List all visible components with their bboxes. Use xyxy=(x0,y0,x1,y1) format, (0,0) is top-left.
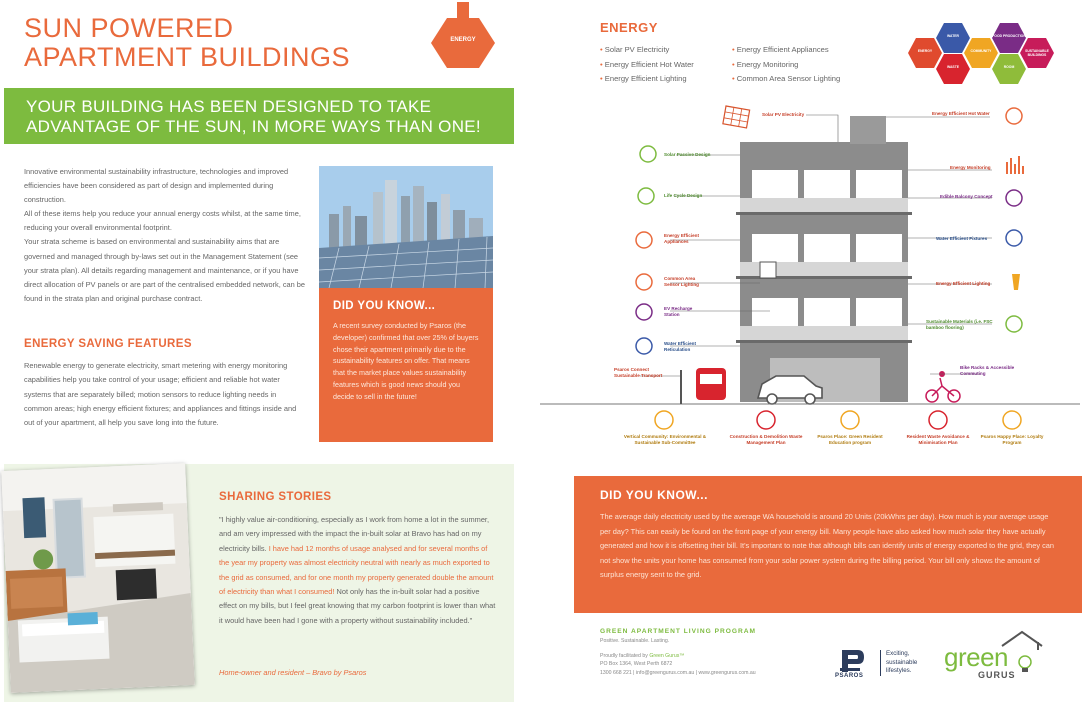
sharing-stories-quote xyxy=(219,513,499,628)
intro-paragraph: All of these items help you reduce your annual energy costs whilst, at the same time, reducing your overall environmental footprint. xyxy=(24,209,301,233)
apartment-interior-photo xyxy=(1,463,195,693)
building-sustainability-diagram xyxy=(540,98,1080,470)
sustainability-hex-cluster xyxy=(906,20,1066,90)
label-life-cycle: Life Cycle Design xyxy=(664,193,703,198)
quote-part: Not only has the in-built solar had a positive effect on my bills, but I feel great knowing that my carbon footprint is lower than what it would have been had I gone with a property without sustainability included." xyxy=(219,587,496,625)
label-efficient-lighting: Energy Efficient Lighting xyxy=(936,281,991,286)
city-skyline-photo xyxy=(319,166,493,288)
label-monitoring: Energy Monitoring xyxy=(950,165,991,170)
label-fixtures: Water Efficient Fixtures xyxy=(936,236,988,241)
energy-saving-title: ENERGY SAVING FEATURES xyxy=(24,338,192,350)
program-label: Resident Waste Avoidance & Minimisation Plan xyxy=(906,434,970,445)
label-reticulation: Water Efficient Reticulation xyxy=(664,341,696,352)
contact-info xyxy=(600,652,840,677)
energy-list-col-1 xyxy=(600,43,694,87)
tagline-line: sustainable xyxy=(886,658,918,666)
intro-paragraph: Your strata scheme is based on environmental and sustainability aims that are governed and managed through by-laws set out in the Management Statement (see your strata plan). All details regarding management and maintenance, or if you have direct allocation of PV panels or are part of the centralised embedded network, can be found in the strata plan and original purchase contract. xyxy=(24,237,306,303)
program-label: Psaros Happy Place: Loyalty Program xyxy=(980,434,1044,445)
did-you-know-title: DID YOU KNOW... xyxy=(333,300,436,312)
hex-label: ENERGY xyxy=(917,49,933,53)
label-bike-racks: Bike Racks & Accessible Commuting xyxy=(960,365,1015,376)
energy-section-title: ENERGY xyxy=(600,20,658,35)
energy-tag-hexagon xyxy=(431,18,495,68)
headline-banner xyxy=(4,88,514,144)
facilitator-name: Green Gurus™ xyxy=(649,653,685,659)
label-balcony: Edible Balcony Concept xyxy=(940,194,993,199)
logo-green-word: green xyxy=(944,642,1008,672)
banner-line-1: YOUR BUILDING HAS BEEN DESIGNED TO TAKE xyxy=(26,97,432,116)
label-solar-pv: Solar PV Electricity xyxy=(762,112,805,117)
quote-highlight: I have had 12 months of usage analysed and for several months of the year my property was almost electricity neutral with nearly as much exported to the grid as consumed, and for one month my property generated double the amount of electricity than what I consumed! xyxy=(219,543,494,597)
energy-tag-label: ENERGY xyxy=(450,37,476,43)
did-you-know-text: The average daily electricity used by the average WA household is around 20 Units (20kWhrs per day). How much is your average usage per day? This can easily be found on the front page of your energy bill. Many people have also asked how much solar they have actually generated and how it is offsetting their bill. It's important to note that although bills can identify units of energy exported to the grid, they can not show the units your home has consumed from your solar power system during the billing period. Your bill only shows the amount of surplus energy sent to the grid. xyxy=(600,512,1055,580)
page-title xyxy=(24,14,404,72)
label-hot-water: Energy Efficient Hot Water xyxy=(932,111,990,116)
label-passive-design: Solar Passive Design xyxy=(664,152,711,157)
energy-list-item: • Solar PV Electricity xyxy=(600,43,694,58)
address: PO Box 1364, West Perth 6872 xyxy=(600,661,673,668)
label-sensor-lighting: Common Area Sensor Lighting xyxy=(664,276,699,287)
facilitated-prefix: Proudly facilitated by xyxy=(600,653,650,659)
program-subtitle: Positive. Sustainable. Lasting. xyxy=(600,638,670,644)
logo-gurus-word: GURUS xyxy=(978,670,1016,680)
energy-list-item: • Energy Efficient Lighting xyxy=(600,72,694,87)
program-label: Construction & Demolition Waste Management Plan xyxy=(729,434,803,445)
label-transport: Psaros Connect Sustainable Transport xyxy=(614,367,663,378)
tagline-line: lifestyles. xyxy=(886,667,912,675)
hex-label: COMMUNITY xyxy=(970,49,992,53)
hex-label: WATER xyxy=(947,34,959,38)
energy-list-item: • Energy Efficient Appliances xyxy=(732,43,840,58)
hex-label: FOOD PRODUCTION xyxy=(992,34,1026,38)
title-line-1: SUN POWERED xyxy=(24,13,234,43)
contact-line[interactable]: 1300 668 221 | info@greengurus.com.au | www.greengurus.com.au xyxy=(600,669,756,676)
did-you-know-box-right xyxy=(574,476,1082,613)
banner-line-2: ADVANTAGE OF THE SUN, IN MORE WAYS THAN ONE! xyxy=(26,117,481,136)
quote-signature: Home-owner and resident – Bravo by Psaros xyxy=(219,668,367,677)
energy-saving-text: Renewable energy to generate electricity, smart metering with energy monitoring capabilities help you take control of your usage; efficient and reliable hot water systems that are separately billed; motion sensors to reduce lighting needs in common areas; high energy efficient fixtures; and appliances and fittings inside and out of your apartment, all help you save long into the future. xyxy=(24,361,297,428)
program-name: GREEN APARTMENT LIVING PROGRAM xyxy=(600,628,757,635)
label-appliances: Energy Efficient Appliances xyxy=(664,233,699,244)
energy-list-item: • Common Area Sensor Lighting xyxy=(732,72,840,87)
did-you-know-title: DID YOU KNOW... xyxy=(600,488,708,502)
title-line-2: APARTMENT BUILDINGS xyxy=(24,42,351,72)
psaros-name: PSAROS xyxy=(835,673,864,679)
hex-label: ROOM xyxy=(1003,65,1015,69)
energy-list-col-2 xyxy=(732,43,840,87)
tagline-line: Exciting, xyxy=(886,650,910,657)
energy-list-item: • Energy Monitoring xyxy=(732,58,840,73)
quote-part: "I highly value air-conditioning, especially as I work from home a lot in the summer, and am very impressed with the impact the in-built solar at Bravo has had on my electricity bills. xyxy=(219,515,490,553)
intro-paragraph: Innovative environmental sustainability infrastructure, technologies and improved efficiencies have been considered as part of design and implemented during construction. xyxy=(24,167,289,205)
hex-buildings xyxy=(1020,38,1054,68)
intro-text xyxy=(24,165,306,306)
label-materials: Sustainable Materials (i.e. FSC bamboo flooring) xyxy=(926,319,993,330)
sharing-stories-title: SHARING STORIES xyxy=(219,491,332,503)
hex-label: SUSTAINABLE BUILDINGS xyxy=(1025,49,1049,57)
green-gurus-logo xyxy=(944,628,1054,688)
did-you-know-text: A recent survey conducted by Psaros (the developer) confirmed that over 25% of buyers chose their apartment primarily due to the sustainability features on offer. That means that the market place values sustainability features which is good news should you decide to sell in the future! xyxy=(333,321,479,401)
program-label: Psaros Place: Green Resident Education program xyxy=(817,434,883,445)
energy-list-item: • Energy Efficient Hot Water xyxy=(600,58,694,73)
label-ev-recharge: EV Recharge Station xyxy=(664,306,693,317)
hex-label: WASTE xyxy=(946,65,960,69)
psaros-tagline xyxy=(880,650,917,676)
program-label: Vertical Community: Environmental & Sustainable Sub-Committee xyxy=(623,434,707,445)
did-you-know-box-left xyxy=(319,288,493,442)
